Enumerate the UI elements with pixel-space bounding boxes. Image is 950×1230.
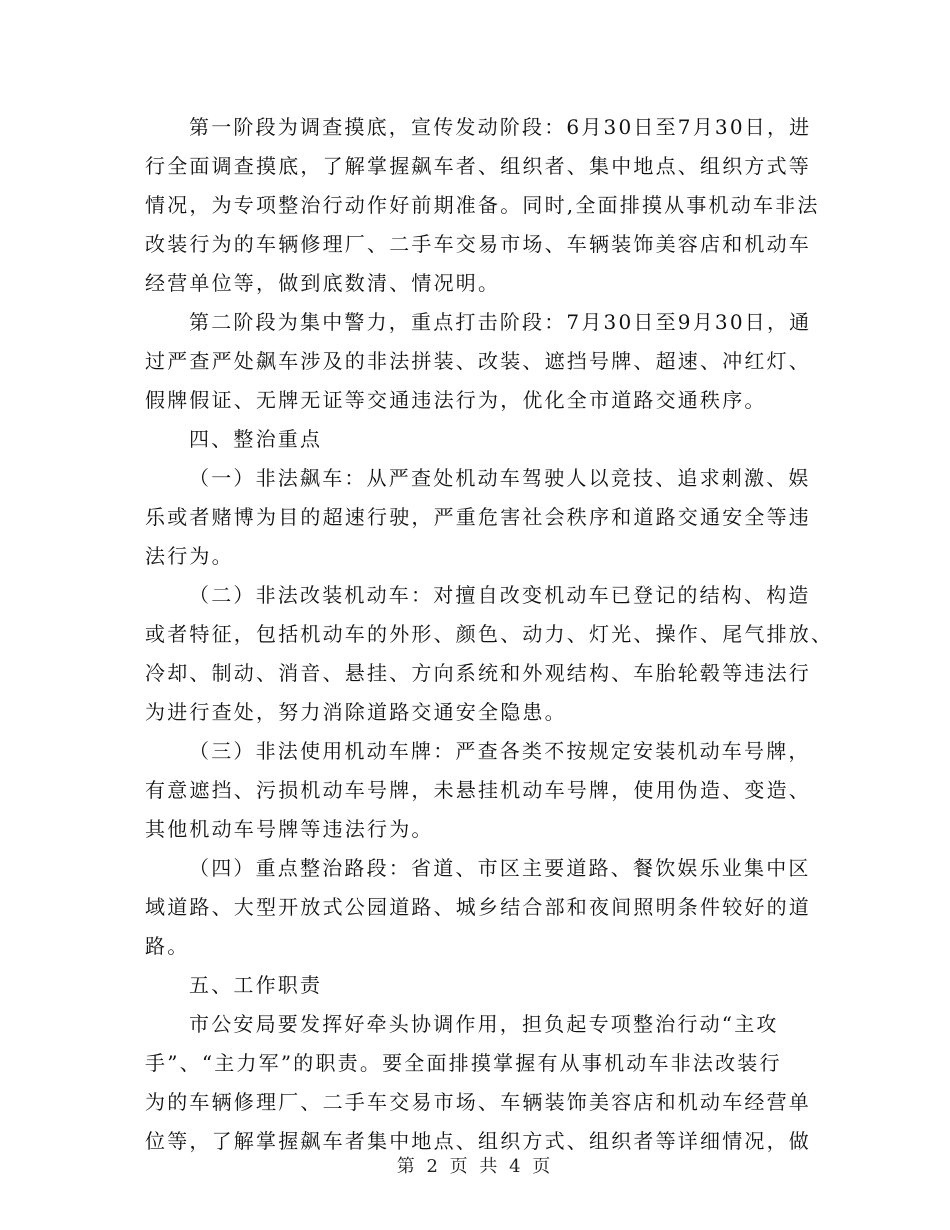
paragraph-police-duties bbox=[145, 1005, 811, 1161]
text-line: 有意遮挡、污损机动车号牌，未悬挂机动车号牌，使用伪造、变造、 bbox=[145, 778, 811, 802]
text-line: 经营单位等，做到底数清、情况明。 bbox=[145, 271, 501, 295]
section-heading-duties bbox=[145, 966, 805, 1005]
text-line: 其他机动车号牌等违法行为。 bbox=[145, 817, 434, 841]
text-line: 路。 bbox=[145, 934, 190, 958]
text-line: 市公安局要发挥好牵头协调作用，担负起专项整治行动“主攻 bbox=[189, 1012, 779, 1036]
paragraph-phase-one bbox=[145, 108, 820, 303]
text-line: 为的车辆修理厂、二手车交易市场、车辆装饰美容店和机动车经营单 bbox=[145, 1090, 811, 1114]
document-body bbox=[145, 108, 834, 1161]
text-line: 域道路、大型开放式公园道路、城乡结合部和夜间照明条件较好的道 bbox=[145, 895, 811, 919]
page-number-footer: 第 2 页 共 4 页 bbox=[396, 1156, 554, 1177]
section-heading-focus bbox=[145, 420, 805, 459]
text-line: （一）非法飙车：从严查处机动车驾驶人以竞技、追求刺激、娱 bbox=[189, 466, 811, 490]
text-line: 手”、“主力军”的职责。要全面排摸掌握有从事机动车非法改装行 bbox=[145, 1051, 782, 1075]
text-line: 情况，为专项整治行动作好前期准备。同时,全面排摸从事机动车非法 bbox=[145, 193, 820, 217]
heading-text: 四、整治重点 bbox=[189, 427, 323, 451]
text-line: （四）重点整治路段：省道、市区主要道路、餐饮娱乐业集中区 bbox=[189, 856, 811, 880]
list-item-illegal-racing bbox=[145, 459, 811, 576]
text-line: （二）非法改装机动车：对擅自改变机动车已登记的结构、构造 bbox=[189, 583, 811, 607]
text-line: 位等，了解掌握飙车者集中地点、组织方式、组织者等详细情况，做 bbox=[145, 1129, 811, 1153]
list-item-key-roads bbox=[145, 849, 811, 966]
text-line: 改装行为的车辆修理厂、二手车交易市场、车辆装饰美容店和机动车 bbox=[145, 232, 811, 256]
text-line: 冷却、制动、消音、悬挂、方向系统和外观结构、车胎轮毂等违法行 bbox=[145, 661, 811, 685]
text-line: 假牌假证、无牌无证等交通违法行为，优化全市道路交通秩序。 bbox=[145, 388, 767, 412]
text-line: 法行为。 bbox=[145, 544, 234, 568]
text-line: （三）非法使用机动车牌：严查各类不按规定安装机动车号牌， bbox=[189, 739, 811, 763]
text-line: 或者特征，包括机动车的外形、颜色、动力、灯光、操作、尾气排放、 bbox=[145, 622, 834, 646]
list-item-illegal-plates bbox=[145, 732, 811, 849]
heading-text: 五、工作职责 bbox=[189, 973, 323, 997]
list-item-illegal-modification bbox=[145, 576, 834, 732]
text-line: 为进行查处，努力消除道路交通安全隐患。 bbox=[145, 700, 567, 724]
text-line: 第一阶段为调查摸底，宣传发动阶段：6月30日至7月30日，进 bbox=[189, 115, 812, 139]
text-line: 行全面调查摸底，了解掌握飙车者、组织者、集中地点、组织方式等 bbox=[145, 154, 811, 178]
text-line: 第二阶段为集中警力，重点打击阶段：7月30日至9月30日，通 bbox=[189, 310, 812, 334]
text-line: 过严查严处飙车涉及的非法拼装、改装、遮挡号牌、超速、冲红灯、 bbox=[145, 349, 811, 373]
paragraph-phase-two bbox=[145, 303, 812, 420]
text-line: 乐或者赌博为目的超速行驶，严重危害社会秩序和道路交通安全等违 bbox=[145, 505, 811, 529]
